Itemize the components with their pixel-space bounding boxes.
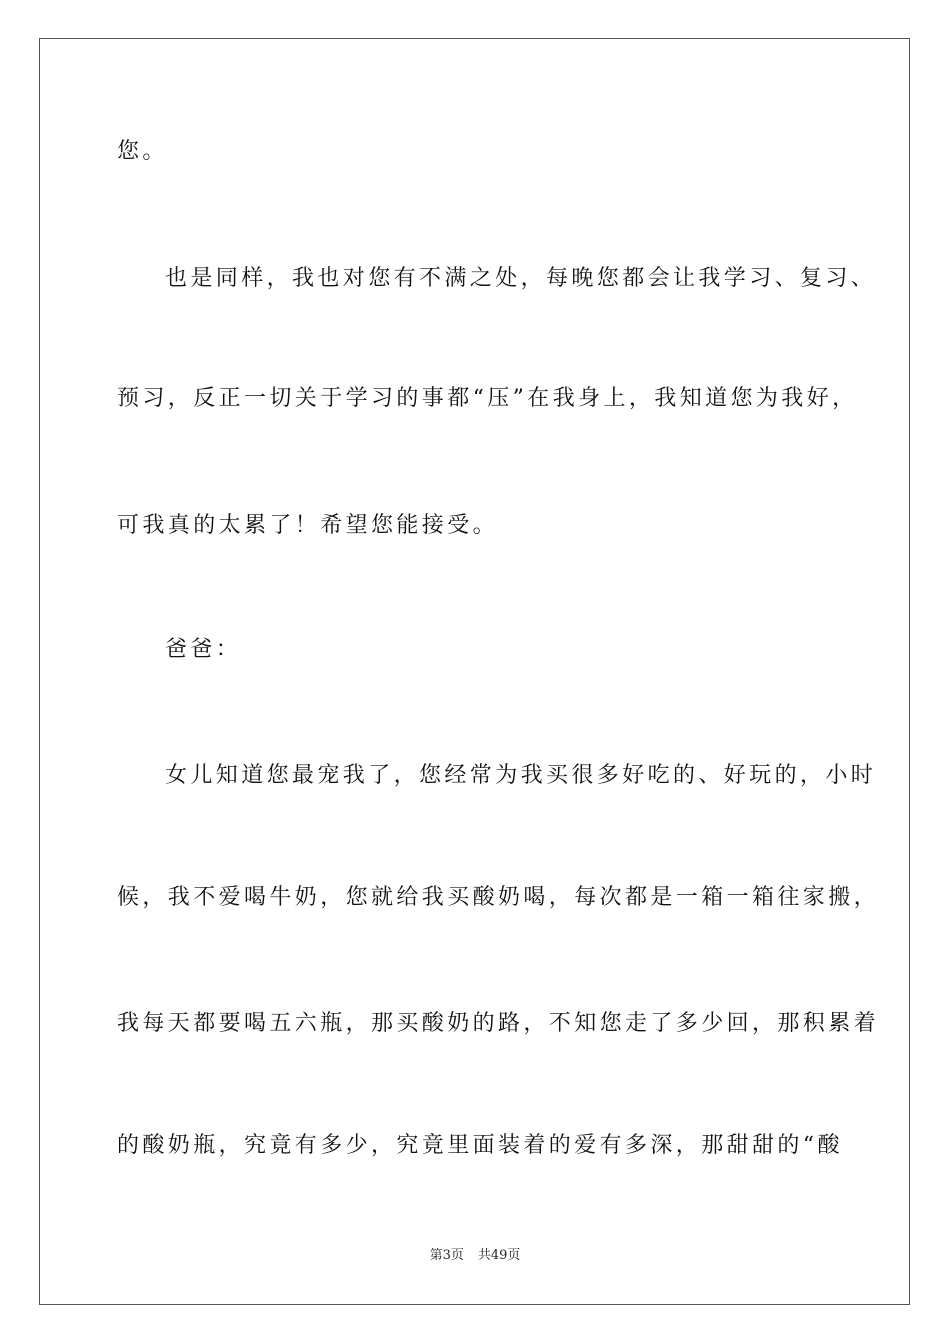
- page-total: 共49页: [477, 1248, 521, 1263]
- page-number: 第3页: [429, 1248, 464, 1263]
- text-line-5: 爸爸：: [165, 637, 242, 662]
- page-border: [39, 38, 910, 1305]
- text-line-9: 的酸奶瓶，究竟有多少，究竟里面装着的爱有多深，那甜甜的“酸: [117, 1133, 843, 1158]
- text-line-4: 可我真的太累了！希望您能接受。: [117, 513, 499, 538]
- text-line-1: 您。: [117, 139, 168, 164]
- text-line-3: 预习，反正一切关于学习的事都“压”在我身上，我知道您为我好，: [117, 386, 858, 411]
- text-line-2: 也是同样，我也对您有不满之处，每晚您都会让我学习、复习、: [165, 266, 877, 291]
- text-line-6: 女儿知道您最宠我了，您经常为我买很多好吃的、好玩的，小时: [165, 763, 877, 788]
- page-footer: [0, 1248, 950, 1264]
- text-line-8: 我每天都要喝五六瓶，那买酸奶的路，不知您走了多少回，那积累着: [117, 1011, 880, 1036]
- text-line-7: 候，我不爱喝牛奶，您就给我买酸奶喝，每次都是一箱一箱往家搬，: [117, 885, 880, 910]
